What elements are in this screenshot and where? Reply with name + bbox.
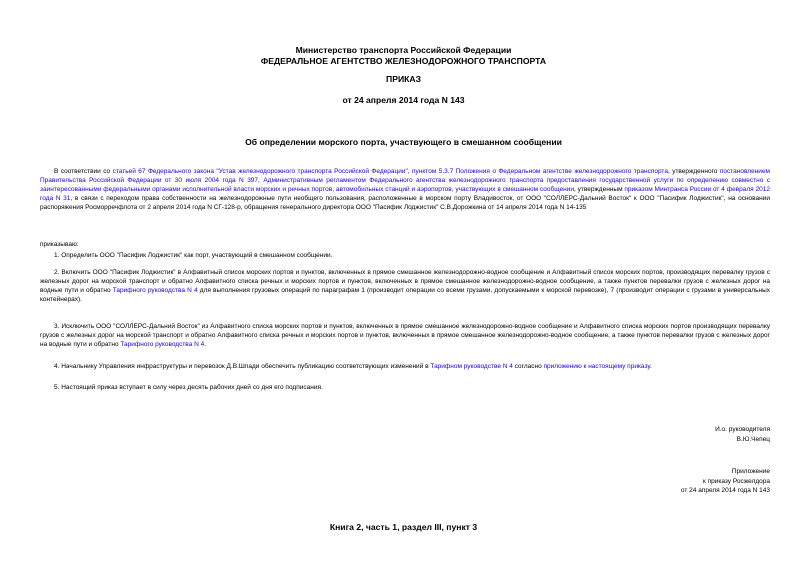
government-decree-link[interactable]: постановлением Правительства Российской Федерации от 30 июля 2004 года N 397 <box>40 168 770 184</box>
appendix-block <box>570 467 770 496</box>
tariff-guide-link[interactable]: Тарифного руководства N 4 <box>120 341 205 348</box>
tariff-guide-link[interactable]: Тарифном руководстве N 4 <box>430 363 513 370</box>
doc-date: от 24 апреля 2014 года N 143 <box>342 95 465 105</box>
tariff-guide-link[interactable]: Тарифного руководства N 4 <box>112 287 198 294</box>
preamble-text: , утвержденного <box>667 168 720 175</box>
preamble-text: , <box>258 177 264 184</box>
item-text: . <box>650 363 652 370</box>
item-2 <box>40 268 770 304</box>
item-text: для выполнения грузовых операций по параграфам 1 (производит операции со всеми грузами, допускаемыми к морской перевозке), 7 (производит операции с грузами в универсальных контейнерах). <box>40 287 770 303</box>
preamble-text: , в связи с переходом права собственности на железнодорожные пути необщего пользования, расположенные в морском порту Владивосток, от ООО "СОЛЛЕРС-Дальний Восток" к ООО "Пасифик Лоджистик", на основании распоряжения Росморречфлота от 2 апреля 2014 года N СГ-128-р, обращения генерального директора ООО "Пасифик Лоджистик" С.В.Дорожкина от 14 апреля 2014 года N 14-135 <box>40 195 770 211</box>
preamble-text: , утвержденным <box>573 186 625 193</box>
appendix-link[interactable]: приложению к настоящему приказу <box>543 363 650 370</box>
signer-name: В.Ю.Чепец <box>736 435 770 443</box>
page-title: Об определении морского порта, участвующего в смешанном сообщении <box>245 137 562 147</box>
item-text: согласно <box>512 363 544 370</box>
item-1: 1. Определить ООО "Пасифик Лоджистик" как порт, участвующий в смешанном сообщении. <box>54 252 333 259</box>
doc-type: ПРИКАЗ <box>386 74 421 84</box>
appendix-title: Приложение <box>731 468 770 475</box>
order-word: приказываю: <box>40 241 79 248</box>
appendix-ref: к приказу Росжелдора <box>702 477 770 485</box>
preamble-text: , <box>407 168 413 175</box>
appendix-date: от 24 апреля 2014 года N 143 <box>680 487 770 494</box>
preamble-paragraph <box>40 167 770 212</box>
ministry-name: Министерство транспорта Российской Федерации <box>295 45 512 55</box>
item-3 <box>40 322 770 349</box>
item-text: 3. Исключить ООО "СОЛЛЕРС-Дальний Восток" из Алфавитного списка морских портов и пунктов, включенных в прямое смешанное железнодорожно-водное сообщение и Алфавитного списка морских портов производящих перевалку грузов с железных дорог на морской транспорт и обратно Алфавитного списка речных и морских портов и пунктов, включенных в прямое смешанное железнодорожно-водное сообщение, а также пунктов перевалки грузов с железных дорог на водные пути и обратно <box>40 323 770 348</box>
law-article-67-link[interactable]: статьей 67 Федерального закона "Устав железнодорожного транспорта Российской Федерации" <box>112 168 408 175</box>
signer-position: И.о. руководителя <box>715 426 770 433</box>
item-text: 4. Начальнику Управления инфраструктуры и перевозок Д.В.Шпади обеспечить публикацию соответствующих изменений в <box>54 363 431 370</box>
mintrans-order-link[interactable]: приказом Минтранса России от 4 февраля 2012 года N 31 <box>40 186 770 202</box>
agency-name: ФЕДЕРАЛЬНОЕ АГЕНТСТВО ЖЕЛЕЗНОДОРОЖНОГО ТРАНСПОРТА <box>260 56 547 66</box>
footer-reference: Книга 2, часть 1, раздел III, пункт 3 <box>329 522 478 532</box>
document-header <box>0 45 807 67</box>
item-text: 2. Включить ООО "Пасифик Лоджистик" в Алфавитный список морских портов и пунктов, включенных в прямое смешанное железнодорожно-водное сообщение и Алфавитный список морских портов, производящих перевалку грузов с железных дорог на морской транспорт и обратно Алфавитного списка речных и морских портов и пунктов, включенных в прямое смешанное железнодорожно-водное сообщение, а также пунктов перевалки грузов с железных дорог на водные пути и обратно <box>40 269 770 294</box>
item-text: . <box>204 341 207 348</box>
item-5: 5. Настоящий приказ вступает в силу через десять рабочих дней со дня его подписания. <box>54 384 323 391</box>
item-4 <box>40 362 770 371</box>
admin-regulation-link[interactable]: Административным регламентом Федерального агентства железнодорожного транспорта предоставления государственной услуги по определению совместно с заинтересованными федеральными органами исполнительной власти морских и речных портов, автомобильных станций и аэропортов, участвующих в смешанном сообщении <box>40 177 771 193</box>
regulation-clause-link[interactable]: пунктом 5.3.7 Положения о Федеральном агентстве железнодорожного транспорта <box>412 168 668 175</box>
preamble-text: В соответствии со <box>54 168 113 175</box>
signature-block <box>570 425 770 444</box>
